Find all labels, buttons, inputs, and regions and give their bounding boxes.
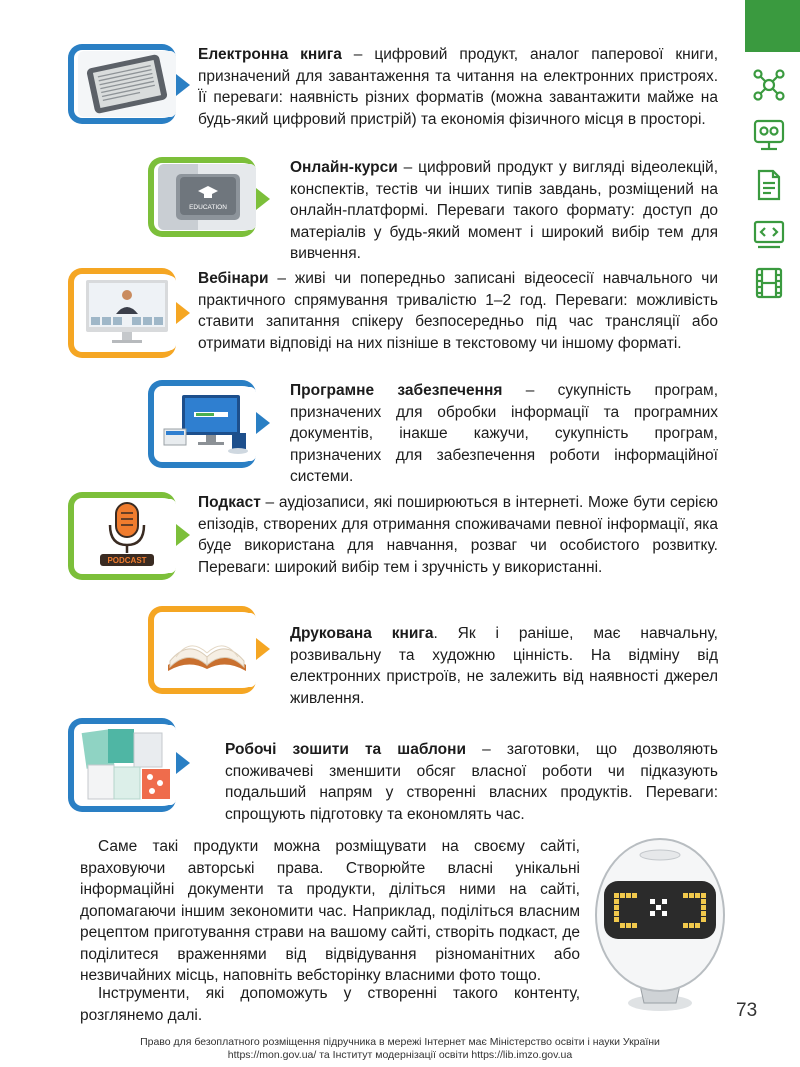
product-text: заготовки, що дозволяють споживачеві зменшити обсяг власної роботи чи підказують подальший напрям у створенні власних продуктів. Переваги: спрощують підготовку та економлять час. <box>225 741 718 823</box>
code-screen-icon[interactable] <box>752 218 786 252</box>
film-icon[interactable] <box>752 266 786 300</box>
product-term: Електронна книга <box>198 46 342 63</box>
page-number: 73 <box>736 1000 758 1021</box>
product-description <box>225 739 718 825</box>
frame-pointer <box>176 752 190 774</box>
frame-pointer <box>256 412 270 434</box>
separator: – <box>260 494 279 511</box>
software-image <box>158 387 256 461</box>
product-text: аудіозаписи, які поширюються в інтернеті. Може бути серією епізодів, створених для отримання споживачами певної інформації, яка буде використана для навчання, розваг чи особистого розвитку. Переваги: широкий вибір тем і зручність у використанні. <box>198 494 719 576</box>
podcast-badge: PODCAST <box>107 556 147 565</box>
product-term: Онлайн-курси <box>290 159 398 176</box>
product-text: Як і раніше, має навчальну, розвивальну та художню цінність. На відміну від електронних пристроїв, не залежить від наявності джерел живлення. <box>290 625 718 707</box>
robot-illustration <box>590 835 730 1015</box>
product-text: живі чи попередньо записані відеосесії навчального чи практичного спрямування тривалістю 1–2 год. Переваги: можливість ставити запитання спікеру безпосередньо під час трансляції або отримати відповіді на них пізніше в текстовому чи іншому форматі. <box>198 270 719 352</box>
key-label: EDUCATION <box>189 204 227 211</box>
product-term: Робочі зошити та шаблони <box>225 741 467 758</box>
separator: . <box>433 625 458 642</box>
footer-line-1: Право для безоплатного розміщення підручника в мережі Інтернет має Міністерство освіти і науки України <box>140 1036 660 1048</box>
product-description <box>290 380 718 488</box>
separator: – <box>466 741 507 758</box>
document-icon[interactable] <box>752 168 786 202</box>
webinar-monitor-image <box>78 276 176 350</box>
product-description <box>198 268 718 354</box>
product-text: цифровий продукт, аналог паперової книги, призначений для завантаження та читання на електронних пристроях. Її переваги: наявність різних форматів (можна завантажити майже на будь-який цифровий пристрій) та економія фізичного місця в просторі. <box>198 46 719 128</box>
workbooks-image <box>78 725 176 805</box>
podcast-mic-image <box>78 499 176 573</box>
product-description <box>290 623 718 709</box>
separator: – <box>268 270 295 287</box>
education-key-image <box>158 164 256 230</box>
product-term: Вебінари <box>198 270 269 287</box>
frame-pointer <box>176 524 190 546</box>
footer <box>80 1036 720 1062</box>
frame-pointer <box>256 638 270 660</box>
e-reader-image <box>78 51 176 117</box>
frame-pointer <box>176 302 190 324</box>
open-book-image <box>158 613 256 687</box>
frame-pointer <box>256 188 270 210</box>
chapter-tab <box>745 0 800 52</box>
product-description <box>198 44 718 130</box>
robot-screen-icon[interactable] <box>752 118 786 152</box>
product-text: цифровий продукт у вигляді відеолекцій, конспектів, тестів чи інших типів завдань, розміщений на онлайн-платформі. Переваги такого формату: доступ до матеріалів у будь-який момент і широкий вибір тем для вивчення. <box>290 159 719 262</box>
footer-line-2: https://mon.gov.ua/ та Інститут модернізації освіти https://lib.imzo.gov.ua <box>227 1049 573 1061</box>
product-text: сукупність програм, призначених для обробки інформації та програмних документів, інакше кажучи, сукупність програм, призначених для забезпечення роботи інформаційної системи. <box>290 382 719 485</box>
product-term: Друкована книга <box>290 625 434 642</box>
paragraph-2: Інструменти, які допоможуть у створенні такого контенту, розглянемо далі. <box>80 985 580 1024</box>
paragraph-1: Саме такі продукти можна розміщувати на своєму сайті, враховуючи авторські права. Створюйте власні унікальні інформаційні документи та продукти, діліться ними на сайті, допомагаючи іншим зекономити час. Наприклад, поділіться власним рецептом приготування страви на вашому сайті, створіть подкаст, де поділитеся враженнями від відвідування різноманітних або незвичайних місць, наповніть вебсторінку власними фото тощо. <box>80 838 580 984</box>
product-term: Подкаст <box>198 494 261 511</box>
separator: – <box>341 46 375 63</box>
product-term: Програмне забезпечення <box>290 382 503 399</box>
frame-pointer <box>176 74 190 96</box>
separator: – <box>397 159 419 176</box>
network-icon[interactable] <box>752 68 786 102</box>
product-description <box>198 492 718 578</box>
separator: – <box>502 382 558 399</box>
product-description <box>290 157 718 265</box>
